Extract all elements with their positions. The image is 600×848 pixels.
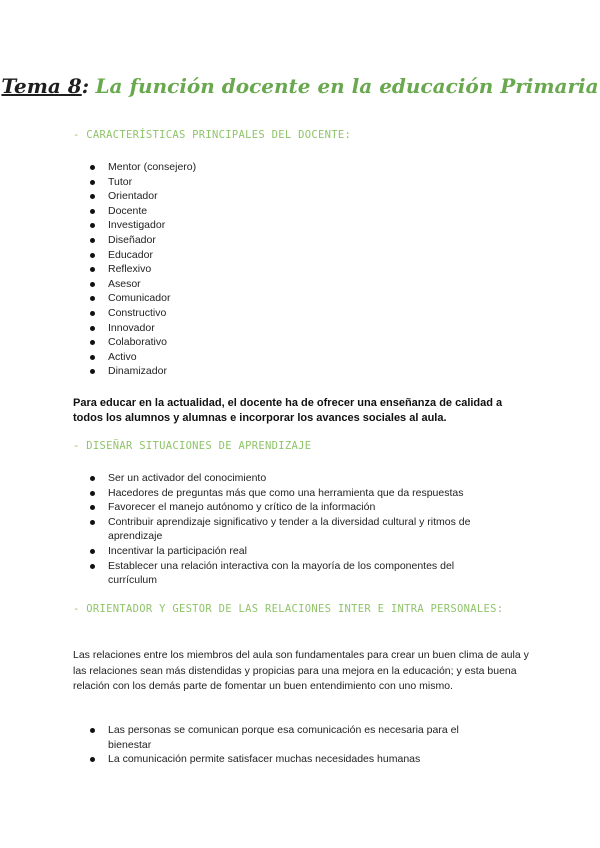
- list-item: Establecer una relación interactiva con la mayoría de los componentes del currículum: [0, 559, 493, 588]
- list-caracteristicas: [0, 160, 600, 379]
- title-separator: :: [81, 74, 90, 98]
- list-item: Innovador: [0, 321, 493, 336]
- bullet-icon: [90, 267, 95, 272]
- bullet-icon: [90, 476, 95, 481]
- section-heading-disenar: - DISEÑAR SITUACIONES DE APRENDIZAJE: [73, 440, 312, 452]
- list-item: La comunicación permite satisfacer muchas necesidades humanas: [0, 752, 493, 767]
- title-text: La función docente en la educación Primaria: [95, 74, 599, 98]
- bullet-icon: [90, 340, 95, 345]
- list-item: Educador: [0, 248, 493, 263]
- list-item: Asesor: [0, 277, 493, 292]
- list-item: Diseñador: [0, 233, 493, 248]
- bullet-icon: [90, 223, 95, 228]
- list-item: Activo: [0, 350, 493, 365]
- list-item: Contribuir aprendizaje significativo y tender a la diversidad cultural y ritmos de aprendizaje: [0, 515, 493, 544]
- bullet-icon: [90, 326, 95, 331]
- bullet-icon: [90, 311, 95, 316]
- list-item: Investigador: [0, 218, 493, 233]
- bullet-icon: [90, 194, 95, 199]
- list-item: Docente: [0, 204, 493, 219]
- list-item: Dinamizador: [0, 364, 493, 379]
- list-item: Comunicador: [0, 291, 493, 306]
- bullet-icon: [90, 505, 95, 510]
- bullet-icon: [90, 282, 95, 287]
- page-title: [0, 74, 600, 98]
- bullet-icon: [90, 165, 95, 170]
- section-heading-orientador: - ORIENTADOR Y GESTOR DE LAS RELACIONES INTER E INTRA PERSONALES:: [73, 603, 504, 615]
- list-item: Favorecer el manejo autónomo y crítico de la información: [0, 500, 493, 515]
- paragraph-relaciones: Las relaciones entre los miembros del aula son fundamentales para crear un buen clima de aula y las relaciones sean más distendidas y propicias para una mejora en la educación; y esta buena relación con los demás parte de fomentar un buen entendimiento con uno mismo.: [73, 649, 529, 692]
- list-comunicacion: [0, 723, 600, 767]
- list-item: Ser un activador del conocimiento: [0, 471, 493, 486]
- bullet-icon: [90, 355, 95, 360]
- bullet-icon: [90, 180, 95, 185]
- list-item: Orientador: [0, 189, 493, 204]
- section-heading-caracteristicas: - CARACTERÍSTICAS PRINCIPALES DEL DOCENTE:: [73, 129, 352, 141]
- bullet-icon: [90, 728, 95, 733]
- list-item: Reflexivo: [0, 262, 493, 277]
- list-item: Mentor (consejero): [0, 160, 493, 175]
- list-item: Tutor: [0, 175, 493, 190]
- bullet-icon: [90, 296, 95, 301]
- title-number: Tema 8: [1, 74, 82, 98]
- bullet-icon: [90, 491, 95, 496]
- list-item: Incentivar la participación real: [0, 544, 493, 559]
- bullet-icon: [90, 238, 95, 243]
- bullet-icon: [90, 564, 95, 569]
- bullet-icon: [90, 209, 95, 214]
- bullet-icon: [90, 549, 95, 554]
- list-item: Hacedores de preguntas más que como una herramienta que da respuestas: [0, 486, 493, 501]
- bullet-icon: [90, 369, 95, 374]
- bullet-icon: [90, 520, 95, 525]
- list-item: Las personas se comunican porque esa comunicación es necesaria para el bienestar: [0, 723, 493, 752]
- bullet-icon: [90, 757, 95, 762]
- list-disenar: [0, 471, 600, 588]
- list-item: Constructivo: [0, 306, 493, 321]
- bold-paragraph: Para educar en la actualidad, el docente ha de ofrecer una enseñanza de calidad a todos los alumnos y alumnas e incorporar los avances sociales al aula.: [73, 397, 503, 424]
- bullet-icon: [90, 253, 95, 258]
- list-item: Colaborativo: [0, 335, 493, 350]
